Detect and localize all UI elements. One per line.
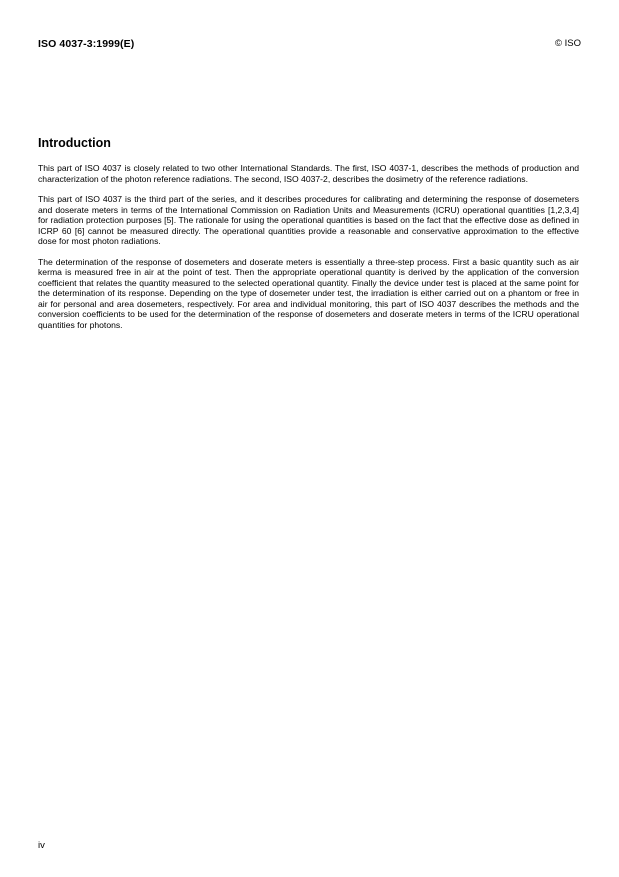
paragraph: The determination of the response of dosemeters and doserate meters is essentially a three-step process. First a basic quantity such as air kerma is measured free in air at the point of test. Then the appropriate operational quantity is derived by the application of the conversion coefficient that relates the quantity measured to the selected operational quantity. Finally the device under test is placed at the same point for the determination of its response. Depending on the type of dosemeter under test, the irradiation is either carried out on a phantom or free in air for personal and area dosemeters, respectively. For area and individual monitoring, this part of ISO 4037 describes the methods and the conversion coefficients to be used for the determination of the response of dosemeters and doserate meters in terms of the ICRU operational quantities for photons. [38, 256, 579, 330]
copyright-notice: © ISO [554, 38, 581, 49]
section-body [38, 163, 579, 340]
document-id: ISO 4037-3:1999(E) [38, 38, 135, 50]
paragraph: This part of ISO 4037 is the third part of the series, and it describes procedures for calibrating and determining the response of dosemeters and doserate meters in terms of the International Commission on Radiation Units and Measurements (ICRU) operational quantities [1,2,3,4] for radiation protection purposes [5]. The rationale for using the operational quantities is based on the fact that the effective dose as defined in ICRP 60 [6] cannot be measured directly. The operational quantities provide a reasonable and conservative approximation to the effective dose for most photon radiations. [38, 194, 579, 246]
page-number: iv [38, 840, 45, 851]
section-title: Introduction [38, 136, 111, 150]
paragraph: This part of ISO 4037 is closely related to two other International Standards. The first, ISO 4037-1, describes the methods of production and characterization of the photon reference radiations. The second, ISO 4037-2, describes the dosimetry of the reference radiations. [38, 163, 579, 184]
